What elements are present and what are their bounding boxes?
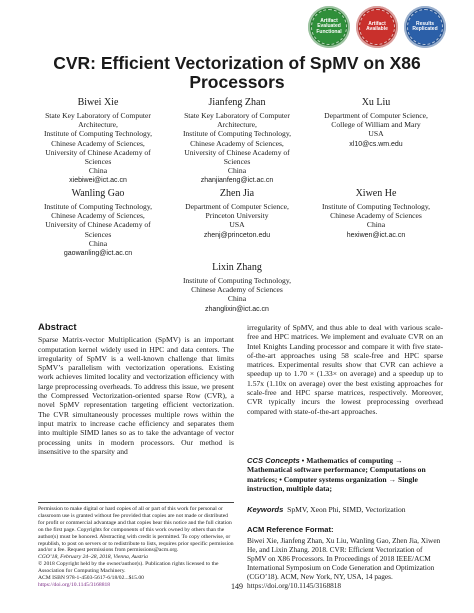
keywords-text: SpMV, Xeon Phi, SIMD, Vectorization xyxy=(287,505,406,514)
affiliation-line: China xyxy=(366,220,386,230)
affiliation-line: Department of Computer Science, xyxy=(324,111,428,120)
keywords xyxy=(247,505,443,514)
affiliation-line: Chinese Academy of Sciences xyxy=(191,285,283,295)
doi-link[interactable]: https://doi.org/10.1145/3168818 xyxy=(38,581,111,588)
isbn-line: ACM ISBN 978-1-4503-5617-6/18/02...$15.00 xyxy=(38,575,144,582)
author-email[interactable]: zhanjianfeng@ict.ac.cn xyxy=(200,177,274,185)
affiliation-line: Institute of Computing Technology, xyxy=(182,129,292,139)
affiliation-line: Chinese Academy of Sciences, xyxy=(51,211,145,221)
affiliation-line: University of Chinese Academy of xyxy=(45,147,151,157)
author-block-3 xyxy=(306,97,446,149)
affiliation-line: USA xyxy=(229,220,245,230)
reference-text: Biwei Xie, Jianfeng Zhan, Xu Liu, Wanling Gao, Zhen Jia, Xiwen He, and Lixin Zhang. 2018. CVR: Efficient Vectorization of SpMV on X86 Processors. In Proceedings of 2018 IEEE/ACM International Symposium on Code Generation and Optimization (CGO’18). ACM, New York, NY, USA, 14 pages. https://doi.org/10.1145/3168818 xyxy=(247,536,441,590)
author-email[interactable]: zhenj@princeton.edu xyxy=(203,231,271,239)
paper-title xyxy=(0,54,474,92)
author-name: Xu Liu xyxy=(361,97,391,108)
author-name: Jianfeng Zhan xyxy=(208,97,266,108)
artifact-available-badge: Artifact Available xyxy=(356,6,398,48)
abstract-section xyxy=(38,323,234,456)
author-name: Lixin Zhang xyxy=(212,262,262,273)
affiliation-line: Institute of Computing Technology, xyxy=(321,202,431,211)
affiliation-line: University of Chinese Academy of xyxy=(45,220,151,230)
affiliation-line: USA xyxy=(368,129,384,139)
abstract-continuation xyxy=(247,323,443,416)
author-email[interactable]: hexiwen@ict.ac.cn xyxy=(346,231,406,239)
affiliation-line: Institute of Computing Technology, xyxy=(43,129,153,139)
affiliation-line: State Key Laboratory of Computer xyxy=(45,111,151,120)
affiliation-line: China xyxy=(227,294,247,304)
author-email[interactable]: gaowanling@ict.ac.cn xyxy=(63,250,133,258)
author-name: Biwei Xie xyxy=(77,97,119,108)
affiliation-line: Princeton University xyxy=(205,211,269,221)
title-line-2: Processors xyxy=(189,72,285,92)
copyright-line: © 2018 Copyright held by the owner/author(s). Publication rights licensed to the Association for Computing Machinery. xyxy=(38,561,219,575)
affiliation-line: Architecture, xyxy=(217,120,257,130)
author-name: Zhen Jia xyxy=(219,188,255,199)
affiliation-line: China xyxy=(227,166,247,176)
affiliation-line: Institute of Computing Technology, xyxy=(43,202,153,211)
affiliation-line: Department of Computer Science, xyxy=(185,202,289,211)
affiliation-line: University of Chinese Academy of xyxy=(184,147,290,157)
affiliation-line: Chinese Academy of Sciences, xyxy=(51,138,145,148)
author-block-7 xyxy=(167,262,307,314)
ccs-concepts xyxy=(247,456,443,493)
permission-notice xyxy=(38,502,234,589)
affiliation-line: China xyxy=(88,166,108,176)
author-block-6 xyxy=(306,188,446,240)
conference-line: CGO’18, February 24–28, 2018, Vienna, Austria xyxy=(38,554,148,561)
affiliation-line: Institute of Computing Technology, xyxy=(182,276,292,285)
title-line-1: CVR: Efficient Vectorization of SpMV on X86 xyxy=(53,53,421,73)
reference-heading: ACM Reference Format: xyxy=(247,525,334,534)
permission-text: Permission to make digital or hard copies of all or part of this work for personal or classroom use is granted without fee provided that copies are not made or distributed for profit or commercial advantage and that copies bear this notice and the full citation on the first page. Copyrights for components of this work owned by others than the author(s) must be honored. Abstracting with credit is permitted. To copy otherwise, or republish, to post on servers or to redistribute to lists, requires prior specific permission and/or a fee. Request permissions from permissions@acm.org. xyxy=(38,506,234,554)
author-name: Wanling Gao xyxy=(71,188,125,199)
affiliation-line: Sciences xyxy=(84,229,112,239)
author-name: Xiwen He xyxy=(355,188,397,199)
ccs-label: CCS Concepts xyxy=(247,456,300,465)
affiliation-line: China xyxy=(88,238,108,248)
author-email[interactable]: xl10@cs.wm.edu xyxy=(349,140,403,148)
abstract-continuation-text: irregularity of SpMV, and thus able to deal with various scale-free and HPC matrices. We implement and evaluate CVR on an Intel Knights Landing processor and compare it with five state-of-the-art approaches using 58 scale-free and HPC sparse matrices. Experimental results show that CVR can achieve a speedup up to 1.70 × (1.33× on average) and a speedup up to 1.57x (1.10x on average) over the best existing approaches for scale-free and HPC sparse matrices, respectively. Moreover, CVR typically incurs the lowest preprocessing overhead compared with state-of-the-art approaches. xyxy=(247,323,443,416)
affiliation-line: Chinese Academy of Sciences xyxy=(330,211,422,221)
results-replicated-badge: Results Replicated xyxy=(404,6,446,48)
author-block-1 xyxy=(28,97,168,186)
affiliation-line: College of William and Mary xyxy=(331,120,421,130)
author-block-2 xyxy=(167,97,307,186)
affiliation-line: Architecture, xyxy=(78,120,118,130)
acm-reference xyxy=(247,525,443,590)
affiliation-line: State Key Laboratory of Computer xyxy=(184,111,290,120)
keywords-label: Keywords xyxy=(247,505,284,514)
affiliation-line: Sciences xyxy=(84,157,112,167)
author-email[interactable]: xiebiwei@ict.ac.cn xyxy=(69,177,127,185)
author-email[interactable]: zhanglixin@ict.ac.cn xyxy=(205,305,269,313)
abstract-text: Sparse Matrix-vector Multiplication (SpMV) is an important computation kernel widely used in HPC and data centers. The irregularity of SpMV is a well-known challenge that limits SpMV’s parallelism with vectorization operations. Existing work achieves limited locality and vectorization efficiency with large preprocessing overheads. To address this issue, we present the Compressed Vectorization-oriented sparse Row (CVR), a novel SpMV representation targeting efficient vectorization. The CVR simultaneously processes multiple rows within the input matrix to increase cache efficiency and separates them into multiple SIMD lanes so as to take the advantage of vector processing units in modern processors. Our method is insensitive to the sparsity and xyxy=(38,335,234,456)
ccs-text: • Mathematics of computing → Mathematical software performance; Computations on matrices; • Computer systems organization → Single instruction, multiple data; xyxy=(247,456,426,493)
page-number: 149 xyxy=(231,582,243,591)
affiliation-line: Sciences xyxy=(223,157,251,167)
artifact-evaluated-badge: Artifact Evaluated Functional xyxy=(308,6,350,48)
affiliation-line: Chinese Academy of Sciences, xyxy=(190,138,284,148)
artifact-badges xyxy=(308,6,446,48)
author-block-4 xyxy=(28,188,168,258)
author-block-5 xyxy=(167,188,307,240)
abstract-heading: Abstract xyxy=(38,322,77,333)
